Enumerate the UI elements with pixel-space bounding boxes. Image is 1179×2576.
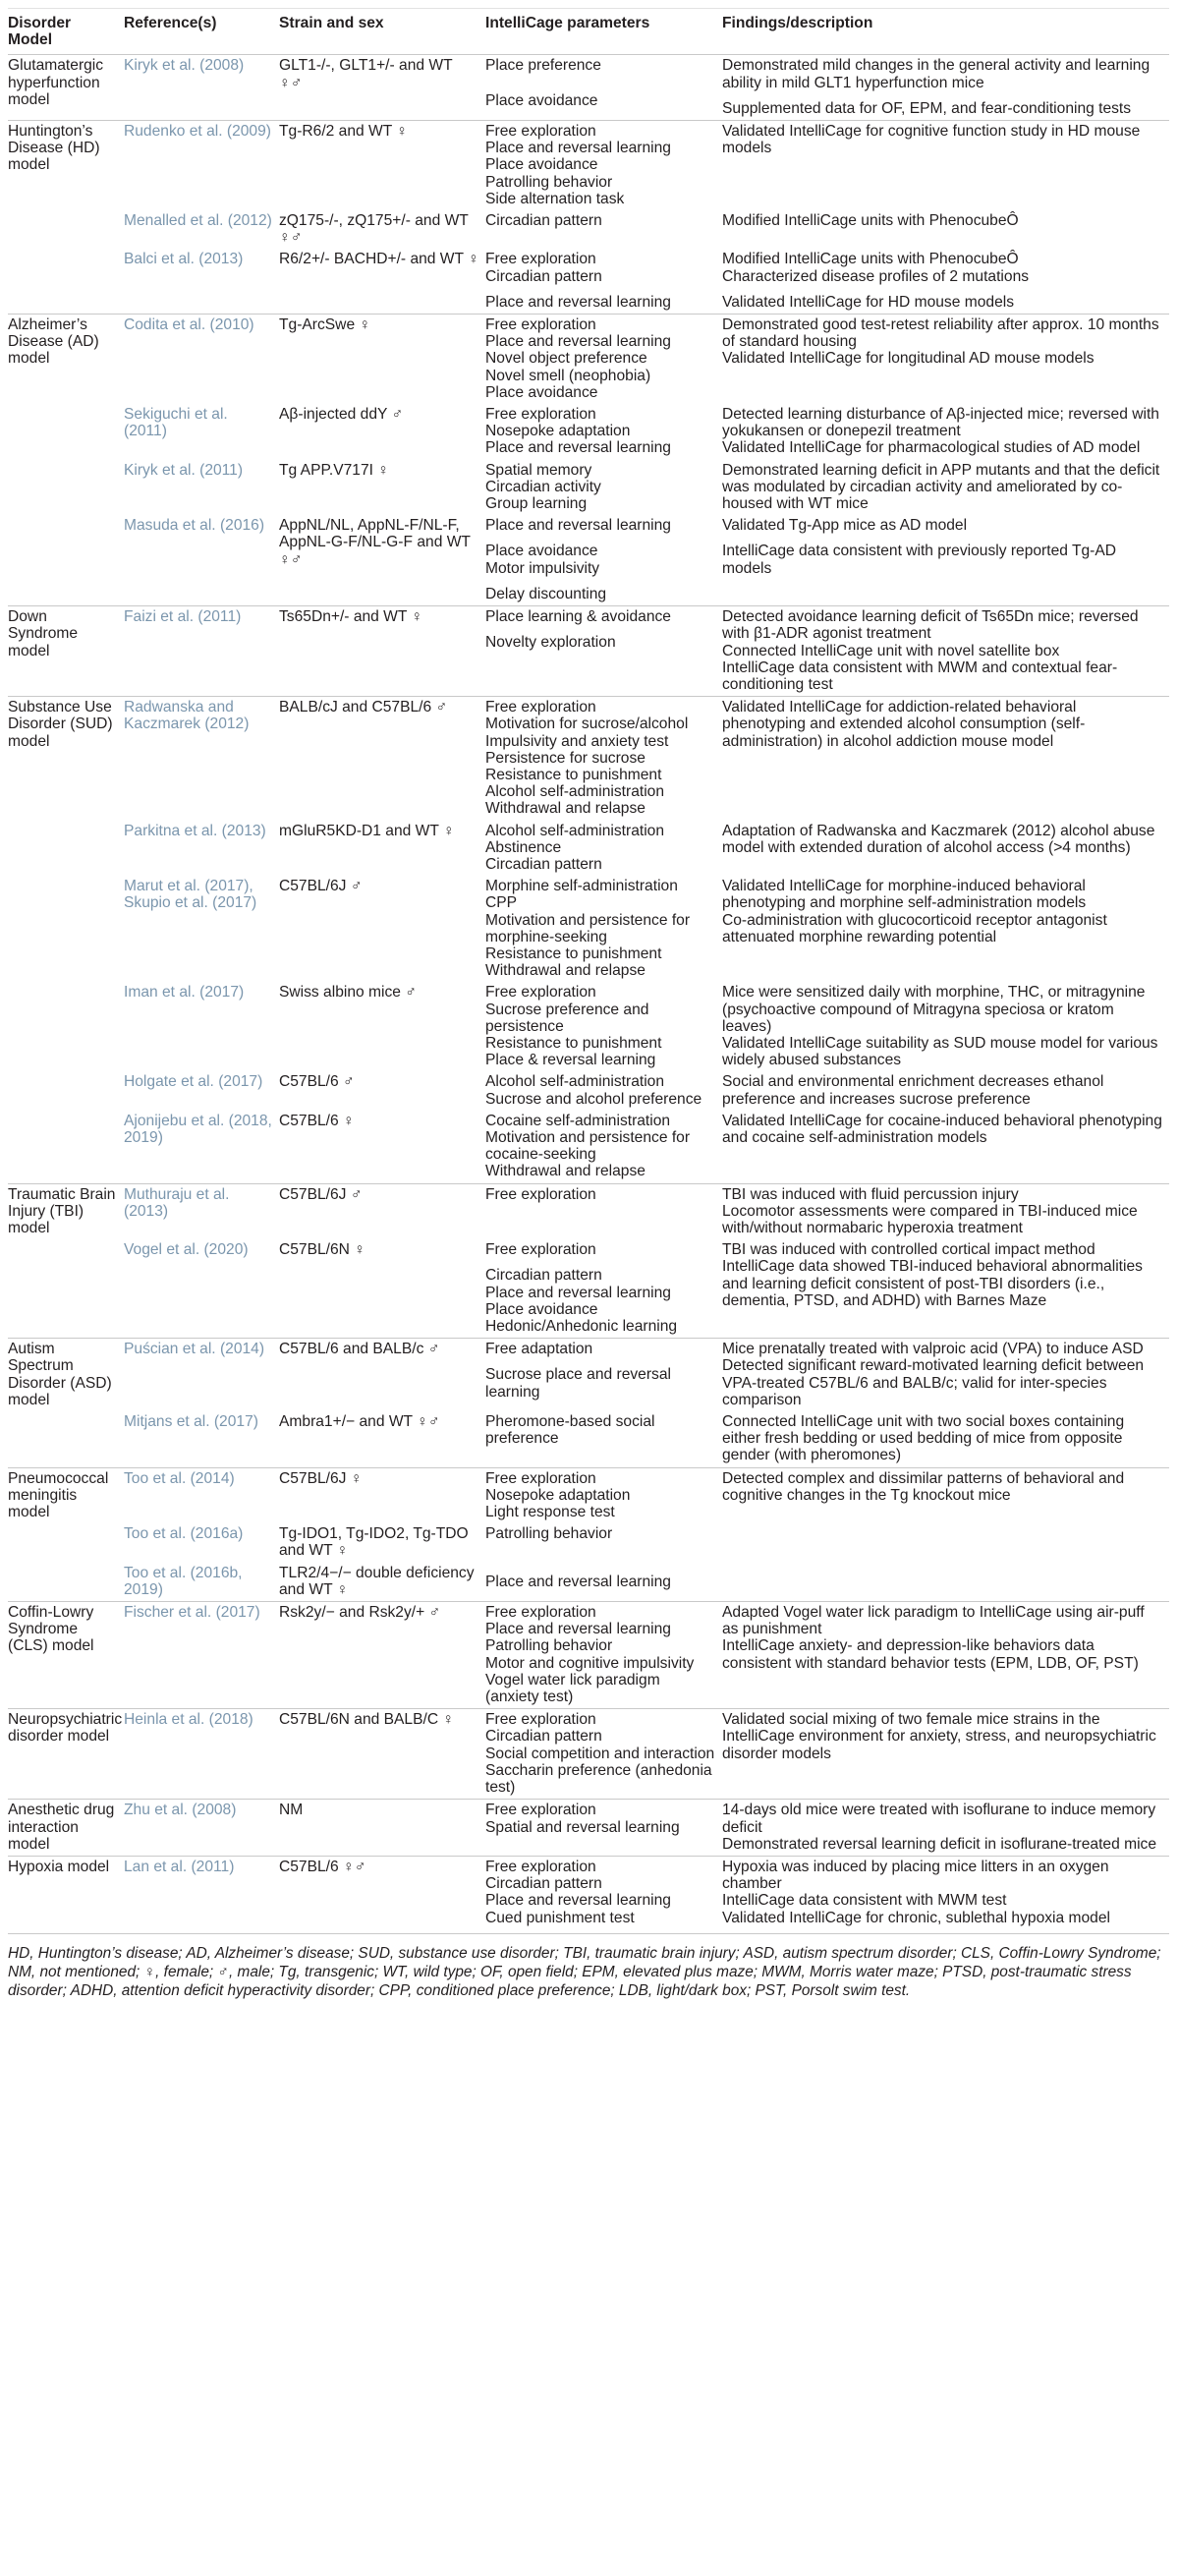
parameter-item: Place and reversal learning (485, 1621, 671, 1638)
parameter-item: Social competition and interaction (485, 1745, 715, 1762)
findings-cell (722, 606, 1169, 697)
reference-link[interactable]: Lan et al. (2011) (124, 1856, 279, 1928)
parameters-cell (485, 1563, 722, 1602)
parameter-item: Group learning (485, 495, 588, 513)
reference-link[interactable]: Iman et al. (2017) (124, 984, 245, 1002)
parameter-item: Circadian pattern (485, 267, 602, 285)
parameter-item: Place preference (485, 57, 601, 75)
parameter-item: Sucrose preference and persistence (485, 1001, 649, 1035)
finding-item: IntelliCage data consistent with MWM test (722, 1892, 1007, 1910)
parameters-cell (485, 1183, 722, 1239)
finding-item: Validated IntelliCage for chronic, sublethal hypoxia model (722, 1909, 1110, 1926)
parameter-item: Place avoidance (485, 1300, 598, 1318)
finding-item: Validated IntelliCage for HD mouse models (722, 293, 1015, 311)
parameters-cell (485, 1411, 722, 1467)
disorder-model-cell: Substance Use Disorder (SUD) model (8, 697, 124, 821)
finding-item: Demonstrated good test-retest reliability after approx. 10 months of standard housing (722, 316, 1159, 351)
parameter-item: Persistence for sucrose (485, 749, 646, 767)
table-row (8, 697, 1169, 821)
table-row (8, 404, 1169, 460)
strain-sex-cell: Ts65Dn+/- and WT ♀ (279, 606, 485, 697)
table-row (8, 1183, 1169, 1239)
reference-link[interactable]: Muthuraju et al. (2013) (124, 1183, 279, 1239)
disorder-model-cell (8, 404, 124, 460)
finding-item: Adapted Vogel water lick paradigm to IntelliCage using air-puff as punishment (722, 1604, 1145, 1638)
parameters-cell (485, 821, 722, 877)
table-footnote: HD, Huntington’s disease; AD, Alzheimer’s disease; SUD, substance use disorder; TBI, traumatic brain injury; ASD, autism spectrum disorder; CLS, Coffin-Lowry Syndrome; NM, not mentioned; ♀, female; ♂, male; Tg, transgenic; WT, wild type; OF, open field; EPM, elevated plus maze; MWM, Morris water maze; PTSD, post-traumatic stress disorder; ADHD, attention deficit hyperactivity disorder; CPP, conditioned place preference; LDB, light/dark box; PST, Porsolt swim test. (8, 1933, 1169, 2000)
parameter-item: Motor and cognitive impulsivity (485, 1654, 695, 1672)
disorder-model-cell (8, 821, 124, 877)
table-row (8, 1602, 1169, 1709)
finding-item: Validated social mixing of two female mice strains in the IntelliCage environment for anxiety, stress, and neuropsychiatric disorder models (722, 1711, 1156, 1762)
disorder-model-cell (8, 1111, 124, 1183)
table-row (8, 1709, 1169, 1800)
parameter-item: Free exploration (485, 1185, 596, 1203)
parameter-item: Vogel water lick paradigm (anxiety test) (485, 1671, 660, 1706)
disorder-model-cell: Traumatic Brain Injury (TBI) model (8, 1183, 124, 1239)
finding-item: Demonstrated mild changes in the general activity and learning ability in mild GLT1 hyperfunction mice (722, 57, 1151, 91)
disorder-model-cell: Neuropsychiatric disorder model (8, 1709, 124, 1800)
disorder-model-cell (8, 1239, 124, 1339)
parameters-cell (485, 697, 722, 821)
finding-item: Mice were sensitized daily with morphine, THC, or mitragynine (psychoactive compound of Mitragyna speciosa or kratom leaves) (722, 984, 1146, 1035)
parameter-item: Sucrose place and reversal learning (485, 1366, 671, 1401)
parameter-item: Saccharin preference (anhedonia test) (485, 1761, 712, 1797)
reference-link[interactable]: Holgate et al. (2017) (124, 1073, 263, 1091)
parameters-cell (485, 404, 722, 460)
parameter-item: Sucrose and alcohol preference (485, 1090, 702, 1108)
parameters-cell (485, 515, 722, 605)
parameters-cell (485, 1523, 722, 1562)
table-row (8, 1239, 1169, 1339)
parameter-item: Free exploration (485, 1604, 596, 1622)
parameter-item: Cocaine self-administration (485, 1112, 671, 1129)
strain-sex-cell: zQ175-/-, zQ175+/- and WT ♀♂ (279, 212, 469, 247)
parameters-cell (485, 315, 722, 405)
parameter-item: Free exploration (485, 699, 596, 716)
table-row (8, 821, 1169, 877)
parameters-cell (485, 1856, 722, 1928)
reference-link[interactable]: Balci et al. (2013) (124, 251, 244, 268)
finding-item: Detected learning disturbance of Aβ-injected mice; reversed with yokukansen or donepezil treatment (722, 406, 1159, 440)
reference-link[interactable]: Heinla et al. (2018) (124, 1709, 279, 1800)
parameter-item: Place & reversal learning (485, 1052, 656, 1069)
table-row (8, 1523, 1169, 1562)
parameter-item: Spatial and reversal learning (485, 1818, 680, 1836)
parameter-item: CPP (485, 894, 518, 912)
parameter-item: Nosepoke adaptation (485, 1486, 631, 1504)
finding-item: Social and environmental enrichment decreases ethanol preference and increases sucrose preference (722, 1073, 1104, 1108)
table-row (8, 1411, 1169, 1467)
finding-item: TBI was induced with fluid percussion injury (722, 1185, 1019, 1203)
reference-link[interactable]: Too et al. (2014) (124, 1467, 279, 1523)
disorder-model-cell (8, 460, 124, 516)
disorder-model-cell: Anesthetic drug interaction model (8, 1800, 124, 1857)
strain-sex-cell: C57BL/6N ♀ (279, 1241, 365, 1259)
parameter-item: Place and reversal learning (485, 517, 671, 535)
disorder-model-cell (8, 876, 124, 982)
parameter-item: Withdrawal and relapse (485, 1163, 646, 1180)
parameters-cell (485, 1800, 722, 1857)
parameters-cell (485, 55, 722, 121)
parameter-item: Withdrawal and relapse (485, 800, 646, 818)
finding-item: IntelliCage data consistent with previously reported Tg-AD models (722, 543, 1117, 577)
finding-item: Detected complex and dissimilar patterns of behavioral and cognitive changes in the Tg knockout mice (722, 1469, 1125, 1504)
strain-sex-cell: NM (279, 1800, 485, 1857)
strain-sex-cell: Tg-R6/2 and WT ♀ (279, 121, 485, 211)
parameter-item: Free exploration (485, 316, 596, 334)
findings-cell (722, 1071, 1169, 1110)
table-row (8, 876, 1169, 982)
parameter-item: Withdrawal and relapse (485, 962, 646, 980)
strain-sex-cell: C57BL/6J ♀ (279, 1467, 485, 1523)
strain-sex-cell: C57BL/6N and BALB/C ♀ (279, 1709, 485, 1800)
parameter-item: Resistance to punishment (485, 766, 662, 783)
strain-sex-cell: AppNL/NL, AppNL-F/NL-F, AppNL-G-F/NL-G-F and WT ♀♂ (279, 517, 471, 568)
findings-cell (722, 1523, 1169, 1562)
header-strain-sex: Strain and sex (279, 9, 485, 55)
strain-sex-cell: mGluR5KD-D1 and WT ♀ (279, 822, 455, 839)
disorder-model-cell: Autism Spectrum Disorder (ASD) model (8, 1339, 124, 1411)
reference-link[interactable]: Kiryk et al. (2008) (124, 55, 279, 121)
reference-link[interactable]: Masuda et al. (2016) (124, 517, 265, 535)
disorder-model-cell: Glutamatergic hyperfunction model (8, 55, 124, 121)
reference-link[interactable]: Sekiguchi et al. (2011) (124, 406, 228, 440)
findings-cell (722, 1111, 1169, 1183)
finding-item: Demonstrated learning deficit in APP mutants and that the deficit was modulated by circadian activity and ameliorated by co-housed with WT mice (722, 461, 1160, 513)
disorder-model-cell: Coffin-Lowry Syndrome (CLS) model (8, 1602, 124, 1709)
findings-cell (722, 1183, 1169, 1239)
parameter-item: Circadian pattern (485, 1728, 602, 1746)
parameter-item: Patrolling behavior (485, 1637, 613, 1655)
parameter-item: Free exploration (485, 984, 596, 1002)
parameter-item: Side alternation task (485, 190, 625, 207)
table-row (8, 460, 1169, 516)
reference-link[interactable]: Codita et al. (2010) (124, 315, 279, 405)
finding-item: Co-administration with glucocorticoid receptor antagonist attenuated morphine rewarding potential (722, 911, 1107, 945)
parameter-item: Circadian pattern (485, 1267, 602, 1285)
finding-item: Validated IntelliCage suitability as SUD mouse model for various widely abused substances (722, 1034, 1158, 1069)
reference-link[interactable]: Fischer et al. (2017) (124, 1602, 279, 1709)
table-row (8, 1467, 1169, 1523)
findings-cell (722, 515, 1169, 605)
findings-cell (722, 315, 1169, 405)
parameter-item: Motivation for sucrose/alcohol (485, 716, 689, 733)
disorder-model-cell (8, 1523, 124, 1562)
parameter-item: Cued punishment test (485, 1909, 635, 1926)
parameter-item: Free exploration (485, 1802, 596, 1819)
strain-sex-cell: C57BL/6J ♂ (279, 1183, 485, 1239)
parameters-cell (485, 606, 722, 697)
strain-sex-cell: C57BL/6 ♂ (279, 1073, 355, 1091)
finding-item: Validated Tg-App mice as AD model (722, 517, 968, 535)
parameter-item: Pheromone-based social preference (485, 1413, 655, 1448)
findings-cell (722, 821, 1169, 877)
strain-sex-cell: C57BL/6 ♀♂ (279, 1856, 485, 1928)
parameters-cell (485, 210, 722, 249)
reference-link[interactable]: Puścian et al. (2014) (124, 1339, 279, 1411)
findings-cell (722, 1563, 1169, 1602)
disorder-model-cell: Pneumococcal meningitis model (8, 1467, 124, 1523)
finding-item: Modified IntelliCage units with PhenocubeÔ (722, 212, 1019, 230)
parameters-cell (485, 121, 722, 211)
findings-cell (722, 210, 1169, 249)
parameter-item: Novel smell (neophobia) (485, 367, 651, 384)
parameter-item: Place and reversal learning (485, 140, 671, 157)
parameters-cell (485, 1339, 722, 1411)
strain-sex-cell: BALB/cJ and C57BL/6 ♂ (279, 697, 485, 821)
parameter-item: Circadian activity (485, 478, 601, 495)
disorder-model-cell (8, 515, 124, 605)
parameter-item: Free exploration (485, 1858, 596, 1875)
parameter-item: Place avoidance (485, 156, 598, 174)
parameter-item: Morphine self-administration (485, 878, 678, 895)
findings-cell (722, 1800, 1169, 1857)
finding-item: Validated IntelliCage for cognitive function study in HD mouse models (722, 123, 1141, 157)
parameter-item: Alcohol self-administration (485, 1073, 665, 1091)
strain-sex-cell: Tg APP.V717I ♀ (279, 461, 389, 479)
parameters-cell (485, 1709, 722, 1800)
header-findings: Findings/description (722, 9, 1169, 55)
parameter-item: Free exploration (485, 1469, 596, 1487)
table-row (8, 55, 1169, 121)
strain-sex-cell: Rsk2y/− and Rsk2y/+ ♂ (279, 1602, 485, 1709)
strain-sex-cell: Aβ-injected ddY ♂ (279, 406, 404, 424)
parameter-item: Circadian pattern (485, 1875, 602, 1893)
table-row (8, 1339, 1169, 1411)
parameter-item: Delay discounting (485, 585, 607, 602)
reference-link[interactable]: Mitjans et al. (2017) (124, 1413, 258, 1431)
finding-item: Validated IntelliCage for pharmacological studies of AD model (722, 439, 1141, 457)
finding-item: Supplemented data for OF, EPM, and fear-conditioning tests (722, 99, 1132, 117)
finding-item: IntelliCage anxiety- and depression-like behaviors data consistent with standard behavior tests (EPM, LDB, OF, PST) (722, 1637, 1139, 1672)
findings-cell (722, 1467, 1169, 1523)
table-header (8, 9, 1169, 55)
parameter-item: Novelty exploration (485, 634, 616, 652)
disorder-model-cell (8, 1563, 124, 1602)
finding-item: Mice prenatally treated with valproic acid (VPA) to induce ASD (722, 1341, 1144, 1358)
parameter-item: Place learning & avoidance (485, 608, 671, 626)
strain-sex-cell: C57BL/6 ♀ (279, 1112, 355, 1129)
parameter-item: Motivation and persistence for morphine-seeking (485, 911, 691, 945)
header-disorder-model: Disorder Model (8, 9, 124, 55)
reference-link[interactable]: Zhu et al. (2008) (124, 1800, 279, 1857)
disorder-model-cell (8, 1071, 124, 1110)
parameter-item: Motivation and persistence for cocaine-seeking (485, 1128, 691, 1164)
reference-link[interactable]: Menalled et al. (2012) (124, 212, 272, 230)
finding-item: Hypoxia was induced by placing mice litters in an oxygen chamber (722, 1858, 1109, 1893)
parameter-item: Circadian pattern (485, 855, 602, 873)
findings-cell (722, 1411, 1169, 1467)
findings-cell (722, 1709, 1169, 1800)
findings-cell (722, 1602, 1169, 1709)
parameter-item: Spatial memory (485, 461, 592, 479)
table-row (8, 982, 1169, 1071)
parameter-item: Impulsivity and anxiety test (485, 732, 669, 750)
parameter-item: Alcohol self-administration (485, 783, 665, 801)
parameter-item: Circadian pattern (485, 212, 602, 230)
finding-item: Connected IntelliCage unit with novel satellite box (722, 642, 1060, 659)
parameter-item: Free exploration (485, 1241, 596, 1259)
table-row (8, 1071, 1169, 1110)
table-row (8, 515, 1169, 605)
parameter-item: Alcohol self-administration (485, 822, 665, 839)
parameter-item: Free exploration (485, 251, 596, 268)
reference-link[interactable]: Too et al. (2016a) (124, 1525, 244, 1543)
parameter-item: Place avoidance (485, 91, 598, 109)
reference-link[interactable]: Too et al. (2016b, 2019) (124, 1564, 243, 1598)
findings-cell (722, 1239, 1169, 1339)
table-row (8, 249, 1169, 314)
table-row (8, 210, 1169, 249)
strain-sex-cell: C57BL/6J ♂ (279, 878, 363, 895)
parameter-item: Novel object preference (485, 350, 647, 368)
parameter-item: Resistance to punishment (485, 945, 662, 962)
table-row (8, 315, 1169, 405)
findings-cell (722, 982, 1169, 1071)
parameters-cell (485, 1071, 722, 1110)
findings-cell (722, 1856, 1169, 1928)
parameters-cell (485, 1239, 722, 1339)
finding-item: Modified IntelliCage units with PhenocubeÔ (722, 251, 1019, 268)
parameter-item: Resistance to punishment (485, 1034, 662, 1052)
parameter-item: Nosepoke adaptation (485, 423, 631, 440)
parameter-item: Place and reversal learning (485, 1892, 671, 1910)
table-row (8, 1856, 1169, 1928)
table-row (8, 121, 1169, 211)
finding-item: Characterized disease profiles of 2 mutations (722, 267, 1030, 285)
table-row (8, 1800, 1169, 1857)
finding-item: Detected avoidance learning deficit of Ts65Dn mice; reversed with β1-ADR agonist treatment (722, 608, 1139, 643)
parameter-item: Place and reversal learning (485, 333, 671, 351)
finding-item: Demonstrated reversal learning deficit in isoflurane-treated mice (722, 1835, 1157, 1853)
finding-item: Validated IntelliCage for addiction-related behavioral phenotyping and extended alcohol consumption (self-administration) in alcohol addiction mouse model (722, 699, 1086, 750)
parameter-item: Motor impulsivity (485, 559, 600, 577)
parameter-item: Place and reversal learning (485, 1284, 671, 1301)
reference-link[interactable]: Kiryk et al. (2011) (124, 461, 244, 479)
disorder-model-cell: Hypoxia model (8, 1856, 124, 1928)
reference-link[interactable]: Vogel et al. (2020) (124, 1241, 249, 1259)
finding-item: Connected IntelliCage unit with two social boxes containing either fresh bedding or used bedding of mice from opposite gender (with pheromones) (722, 1413, 1125, 1464)
finding-item: Validated IntelliCage for morphine-induced behavioral phenotyping and morphine self-administration models (722, 878, 1087, 912)
header-intellicage-parameters: IntelliCage parameters (485, 9, 722, 55)
strain-sex-cell: Swiss albino mice ♂ (279, 984, 417, 1002)
finding-item: Validated IntelliCage for cocaine-induced behavioral phenotyping and cocaine self-administration models (722, 1112, 1162, 1146)
strain-sex-cell: Tg-IDO1, Tg-IDO2, Tg-TDO and WT ♀ (279, 1525, 469, 1560)
disorder-model-cell: Alzheimer’s Disease (AD) model (8, 315, 124, 405)
parameter-item: Hedonic/Anhedonic learning (485, 1318, 678, 1336)
reference-link[interactable]: Parkitna et al. (2013) (124, 822, 266, 839)
reference-link[interactable]: Marut et al. (2017), Skupio et al. (2017) (124, 878, 257, 912)
table-row (8, 1111, 1169, 1183)
table-row (8, 1563, 1169, 1602)
findings-cell (722, 460, 1169, 516)
findings-cell (722, 1339, 1169, 1411)
finding-item: Validated IntelliCage for longitudinal AD mouse models (722, 350, 1095, 368)
parameter-item: Place and reversal learning (485, 293, 671, 311)
parameter-item: Place avoidance (485, 383, 598, 401)
strain-sex-cell: Tg-ArcSwe ♀ (279, 315, 485, 405)
findings-cell (722, 876, 1169, 982)
reference-link[interactable]: Faizi et al. (2011) (124, 606, 279, 697)
finding-item: Detected significant reward-motivated learning deficit between VPA-treated C57BL/6 and BALB/c; valid for inter-species comparison (722, 1357, 1145, 1408)
strain-sex-cell: R6/2+/- BACHD+/- and WT ♀ (279, 251, 479, 268)
strain-sex-cell: TLR2/4−/− double deficiency and WT ♀ (279, 1564, 475, 1598)
reference-link[interactable]: Ajonijebu et al. (2018, 2019) (124, 1112, 272, 1146)
strain-sex-cell: C57BL/6 and BALB/c ♂ (279, 1339, 485, 1411)
disorder-model-cell (8, 982, 124, 1071)
findings-cell (722, 55, 1169, 121)
table-row (8, 606, 1169, 697)
finding-item: Adaptation of Radwanska and Kaczmarek (2012) alcohol abuse model with extended duration of alcohol access (>4 months) (722, 822, 1155, 856)
parameter-item: Place avoidance (485, 543, 598, 560)
strain-sex-cell: Ambra1+/− and WT ♀♂ (279, 1413, 440, 1431)
strain-sex-cell: GLT1-/-, GLT1+/- and WT ♀♂ (279, 55, 485, 121)
parameters-cell (485, 1111, 722, 1183)
parameters-cell (485, 876, 722, 982)
disorder-model-cell (8, 210, 124, 249)
parameters-cell (485, 1602, 722, 1709)
finding-item: IntelliCage data showed TBI-induced behavioral abnormalities and learning deficit consistent of post-TBI disorders (i.e., dementia, PTSD, and ADHD) with Barnes Maze (722, 1258, 1143, 1309)
parameter-item: Place and reversal learning (485, 1573, 671, 1590)
parameter-item: Free exploration (485, 1711, 596, 1729)
findings-cell (722, 404, 1169, 460)
finding-item: IntelliCage data consistent with MWM and contextual fear-conditioning test (722, 658, 1118, 693)
findings-cell (722, 249, 1169, 314)
parameter-item: Abstinence (485, 838, 562, 856)
disorder-model-cell: Huntington’s Disease (HD) model (8, 121, 124, 211)
findings-cell (722, 697, 1169, 821)
disorder-model-cell (8, 249, 124, 314)
parameter-item: Place and reversal learning (485, 439, 671, 457)
parameter-item: Free adaptation (485, 1341, 593, 1358)
table-body (8, 55, 1169, 1929)
parameters-cell (485, 1467, 722, 1523)
reference-link[interactable]: Rudenko et al. (2009) (124, 121, 279, 211)
parameter-item: Patrolling behavior (485, 1525, 613, 1543)
intellicage-table (8, 8, 1169, 1929)
findings-cell (722, 121, 1169, 211)
finding-item: TBI was induced with controlled cortical impact method (722, 1241, 1095, 1259)
disorder-model-cell: Down Syndrome model (8, 606, 124, 697)
finding-item: 14-days old mice were treated with isoflurane to induce memory deficit (722, 1802, 1156, 1836)
parameter-item: Light response test (485, 1504, 615, 1521)
parameter-item: Patrolling behavior (485, 173, 613, 191)
header-references: Reference(s) (124, 9, 279, 55)
disorder-model-cell (8, 1411, 124, 1467)
parameters-cell (485, 982, 722, 1071)
parameter-item: Free exploration (485, 123, 596, 141)
finding-item: Locomotor assessments were compared in TBI-induced mice with/without normabaric hyperoxia treatment (722, 1202, 1138, 1236)
reference-link[interactable]: Radwanska and Kaczmarek (2012) (124, 697, 279, 821)
parameters-cell (485, 460, 722, 516)
parameters-cell (485, 249, 722, 314)
parameter-item: Free exploration (485, 406, 596, 424)
